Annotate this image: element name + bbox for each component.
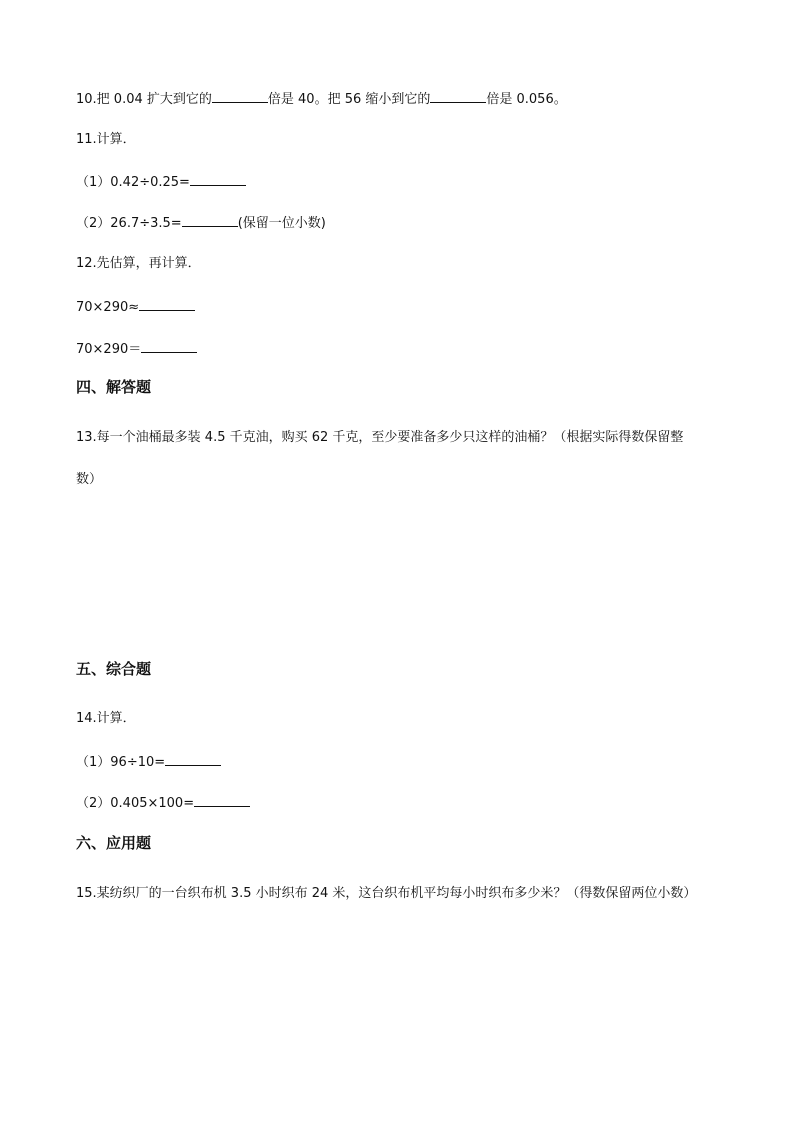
q11-blank-2[interactable] (182, 214, 238, 227)
q10-blank-2[interactable] (430, 90, 486, 103)
q12-blank-1[interactable] (139, 298, 195, 311)
q10-text-part2: 倍是 40。把 56 缩小到它的 (267, 92, 431, 107)
question-11-stem: 11.计算． (76, 132, 136, 147)
q12-blank-2[interactable] (141, 340, 197, 353)
question-11-item-2 (76, 214, 326, 232)
q12-item2-text: 70×290＝ (76, 342, 142, 357)
question-14-stem: 14.计算． (76, 711, 136, 726)
section-4-title: 四、解答题 (76, 378, 152, 396)
q11-item2-text: （2）26.7÷3.5= (76, 216, 182, 231)
q14-item1-text: （1）96÷10= (76, 755, 166, 770)
question-11-item-1 (76, 173, 246, 191)
question-15: 15.某纺织厂的一台织布机 3.5 小时织布 24 米，这台织布机平均每小时织布多少米？（得数保留两位小数） (76, 886, 697, 901)
section-5-title: 五、综合题 (76, 660, 152, 678)
q14-blank-2[interactable] (194, 794, 250, 807)
q10-text-part1: 10.把 0.04 扩大到它的 (76, 92, 212, 107)
question-12-stem: 12.先估算，再计算． (76, 256, 201, 271)
q12-item1-text: 70×290≈ (76, 300, 140, 315)
question-13-line-2: 数） (76, 472, 103, 487)
q11-item2-note: (保留一位小数) (237, 216, 326, 231)
question-12-item-1 (76, 298, 195, 316)
q10-blank-1[interactable] (212, 90, 268, 103)
section-6-title: 六、应用题 (76, 834, 152, 852)
question-14-item-2 (76, 794, 250, 812)
question-13-line-1: 13.每一个油桶最多装 4.5 千克油，购买 62 千克，至少要准备多少只这样的油桶？（根据实际得数保留整 (76, 430, 684, 445)
q14-item2-text: （2）0.405×100= (76, 796, 195, 811)
q10-text-part3: 倍是 0.056。 (486, 92, 567, 107)
question-12-item-2 (76, 340, 197, 358)
q14-blank-1[interactable] (165, 753, 221, 766)
question-14-item-1 (76, 753, 221, 771)
question-10 (76, 90, 567, 108)
q11-item1-text: （1）0.42÷0.25= (76, 175, 190, 190)
q11-blank-1[interactable] (190, 173, 246, 186)
